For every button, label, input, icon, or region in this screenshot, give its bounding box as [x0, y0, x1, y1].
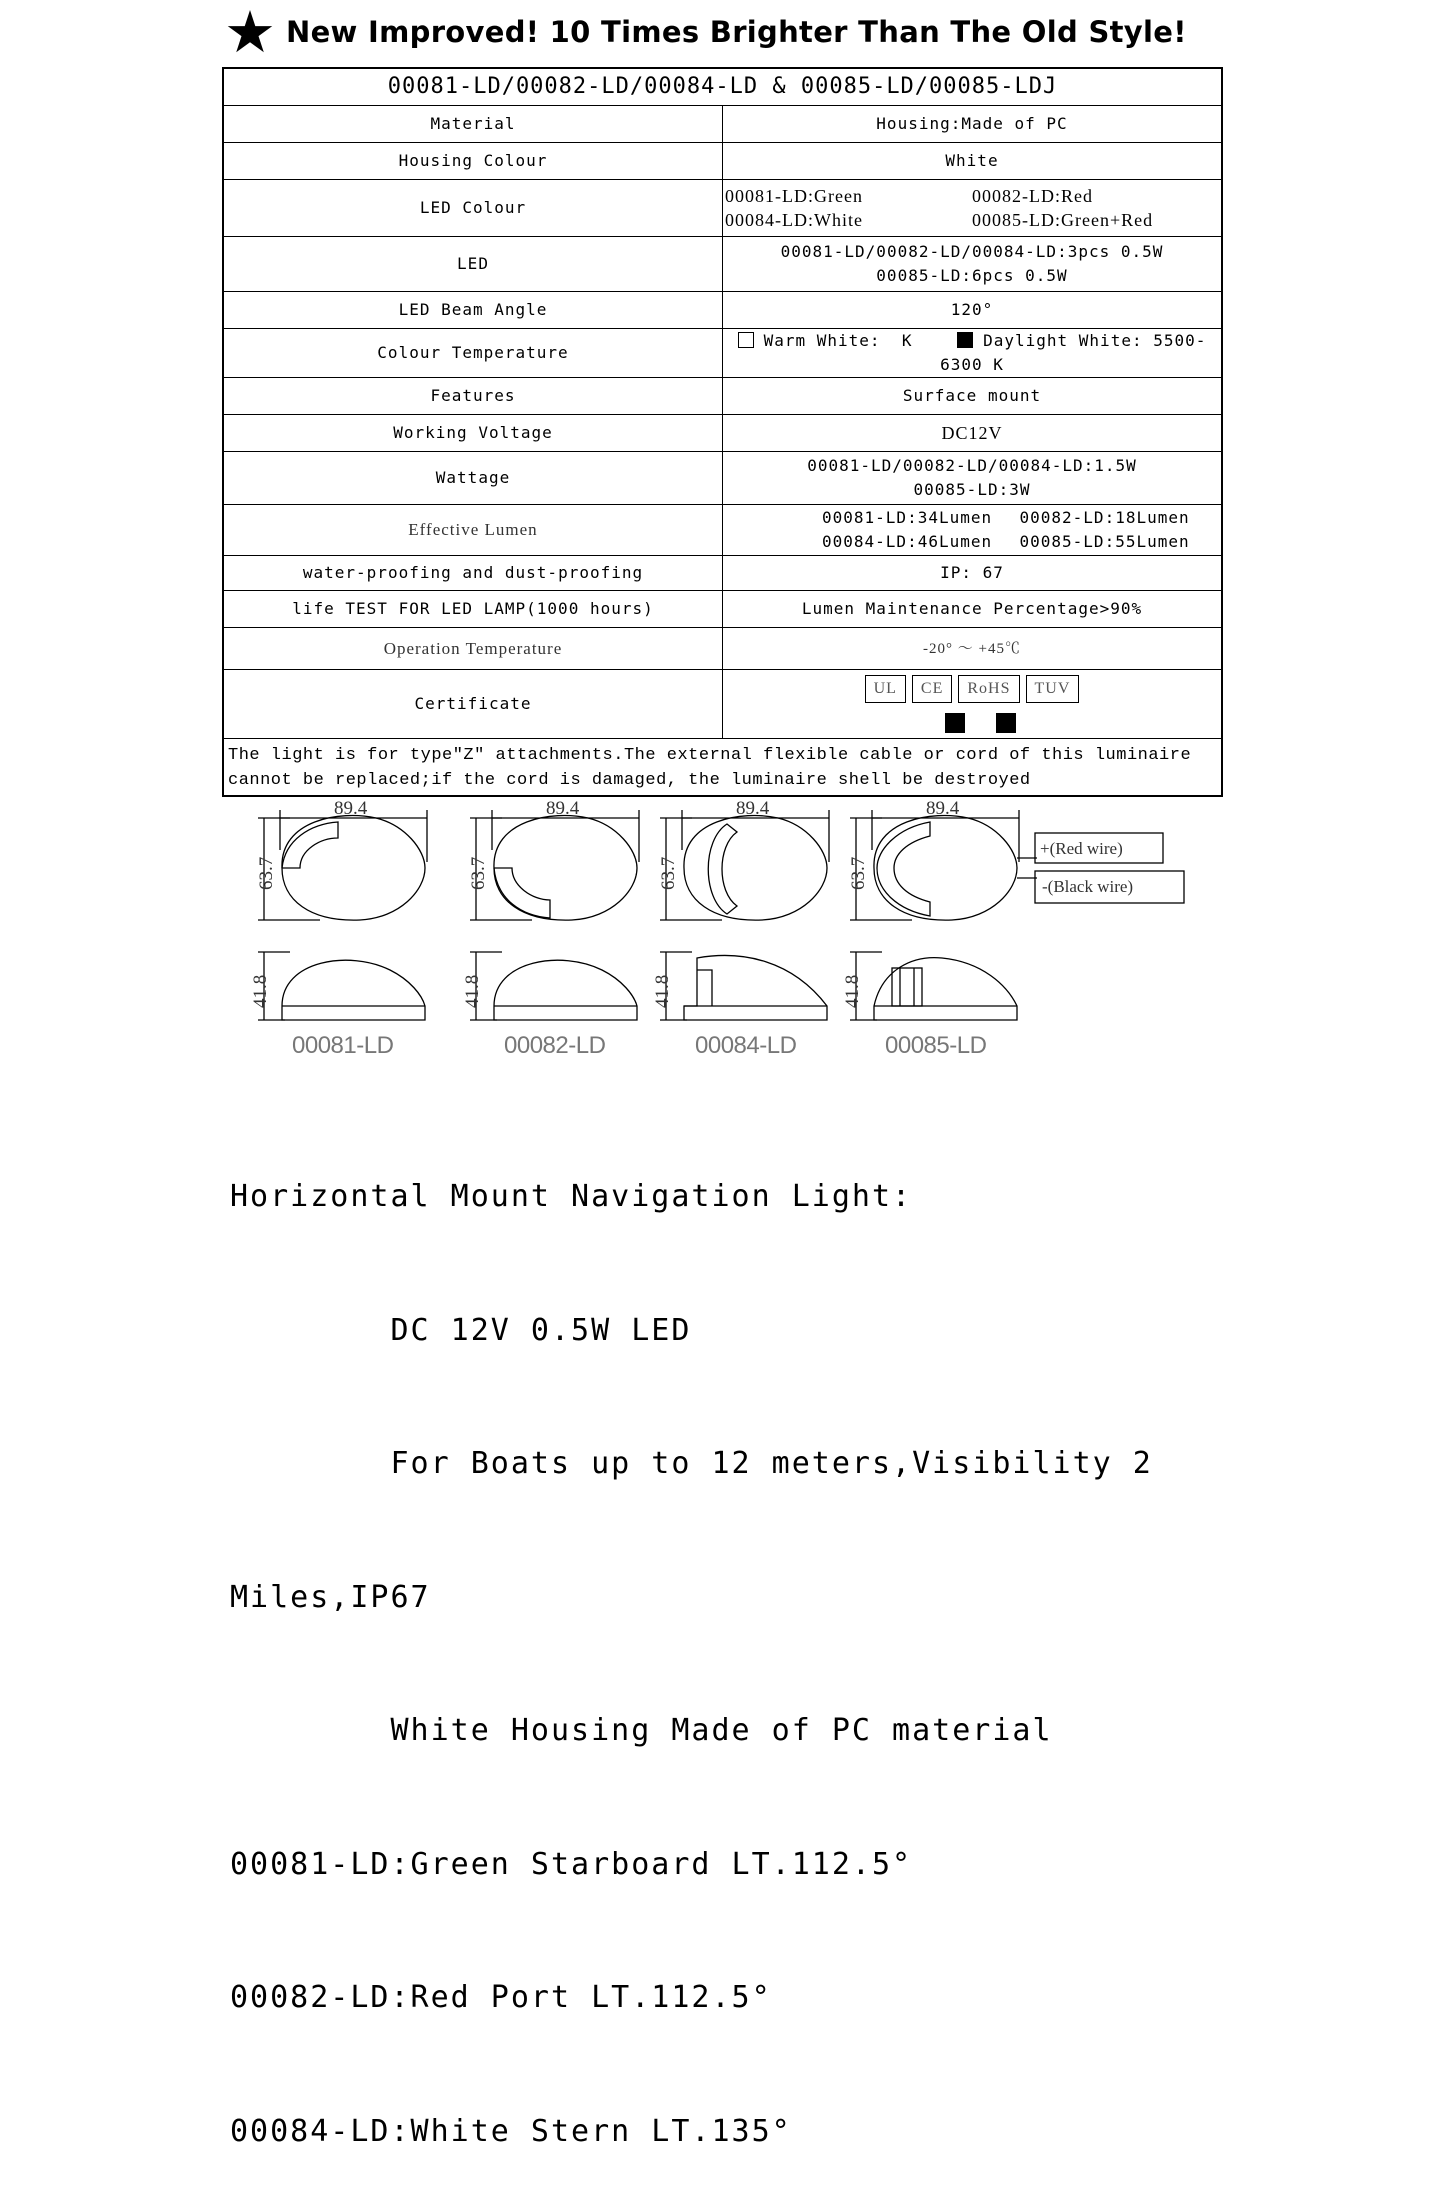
table-row	[223, 329, 1222, 378]
row-label: life TEST FOR LED LAMP(1000 hours)	[223, 591, 723, 628]
height-dim-1: 41.8	[250, 974, 271, 1008]
row-label: water-proofing and dust-proofing	[223, 556, 723, 591]
side-view-00082	[470, 952, 637, 1020]
spec-title: 00081-LD/00082-LD/00084-LD & 00085-LD/00085-LDJ	[223, 68, 1222, 106]
model-label-00081: 00081-LD	[292, 1032, 394, 1059]
model-label-00082: 00082-LD	[504, 1032, 606, 1059]
description-line: DC 12V 0.5W LED	[230, 1312, 692, 1348]
led-line: 00085-LD:6pcs 0.5W	[876, 266, 1068, 285]
headline	[224, 0, 1187, 66]
row-label: LED Colour	[223, 180, 723, 237]
table-row	[223, 68, 1222, 106]
warm-white-checkbox	[738, 332, 754, 348]
daylight-white-checkbox	[957, 332, 973, 348]
table-row	[223, 106, 1222, 143]
table-row	[223, 143, 1222, 180]
row-value: IP: 67	[723, 556, 1223, 591]
lumen-item: 00085-LD:55Lumen	[1019, 532, 1190, 551]
table-row	[223, 739, 1222, 797]
wattage-line: 00081-LD/00082-LD/00084-LD:1.5W	[807, 456, 1137, 475]
description-line: 00082-LD:Red Port LT.112.5°	[230, 1980, 772, 2015]
row-value	[723, 505, 1223, 556]
row-label: Wattage	[223, 452, 723, 505]
table-row	[223, 591, 1222, 628]
row-label: LED	[223, 237, 723, 292]
model-label-00084: 00084-LD	[695, 1032, 797, 1059]
red-wire-label: +(Red wire)	[1040, 839, 1123, 858]
table-row	[223, 556, 1222, 591]
row-label: Housing Colour	[223, 143, 723, 180]
top-view-00082	[470, 810, 639, 920]
width-dim-2: 89.4	[546, 798, 580, 819]
row-value: 120°	[723, 292, 1223, 329]
row-value: White	[723, 143, 1223, 180]
height-dim-4: 41.8	[842, 974, 863, 1008]
table-row	[223, 378, 1222, 415]
table-row	[223, 180, 1222, 237]
rohs-mark: RoHS	[958, 675, 1019, 703]
rohs-selected-square	[996, 713, 1016, 733]
headline-text: New Improved! 10 Times Brighter Than The Old Style!	[286, 15, 1187, 49]
row-value	[723, 237, 1223, 292]
table-row	[223, 415, 1222, 452]
row-value	[723, 670, 1223, 739]
length-dim-4: 63.7	[848, 856, 869, 890]
model-label-00085: 00085-LD	[885, 1032, 987, 1059]
description-line: Horizontal Mount Navigation Light:	[230, 1179, 913, 1214]
side-view-00085	[850, 952, 1017, 1020]
table-row	[223, 670, 1222, 739]
row-value	[723, 180, 1223, 237]
table-row	[223, 237, 1222, 292]
lumen-item: 00081-LD:34Lumen	[822, 508, 993, 527]
row-label: Operation Temperature	[223, 628, 723, 670]
row-value: Housing:Made of PC	[723, 106, 1223, 143]
table-row	[223, 505, 1222, 556]
table-row	[223, 452, 1222, 505]
daylight-white-label: Daylight White: 5500-6300 K	[940, 331, 1207, 374]
row-value: DC12V	[723, 415, 1223, 452]
black-wire-label: -(Black wire)	[1042, 877, 1134, 896]
top-view-00081	[258, 810, 427, 920]
length-dim-1: 63.7	[256, 856, 277, 890]
row-label: Working Voltage	[223, 415, 723, 452]
length-dim-2: 63.7	[468, 856, 489, 890]
row-label: Material	[223, 106, 723, 143]
wattage-line: 00085-LD:3W	[913, 480, 1031, 499]
top-view-00085	[850, 810, 1037, 920]
row-label: LED Beam Angle	[223, 292, 723, 329]
spec-table	[222, 67, 1223, 797]
length-dim-3: 63.7	[658, 856, 679, 890]
lumen-item: 00082-LD:18Lumen	[1019, 508, 1190, 527]
drawings-svg	[222, 790, 1202, 1070]
width-dim-3: 89.4	[736, 798, 770, 819]
ce-mark: CE	[912, 675, 952, 703]
tuv-mark: TUV	[1026, 675, 1080, 703]
description-line: For Boats up to 12 meters,Visibility 2	[230, 1446, 1153, 1481]
led-colour-item: 00084-LD:White	[725, 210, 863, 230]
ce-selected-square	[945, 713, 965, 733]
row-value: Lumen Maintenance Percentage>90%	[723, 591, 1223, 628]
ul-mark: UL	[865, 675, 906, 703]
row-value: Surface mount	[723, 378, 1223, 415]
certificate-marks	[727, 675, 1217, 703]
technical-drawings	[222, 790, 1202, 1075]
note-line: The light is for type"Z" attachments.The external flexible cable or cord of this luminaire	[228, 746, 1192, 765]
row-label: Certificate	[223, 670, 723, 739]
led-colour-item: 00081-LD:Green	[725, 186, 863, 206]
width-dim-4: 89.4	[926, 798, 960, 819]
note-line: cannot be replaced;if the cord is damaged, the luminaire shell be destroyed	[228, 771, 1031, 790]
description-line: 00084-LD:White Stern LT.135°	[230, 2113, 792, 2149]
description-line: 00081-LD:Green Starboard LT.112.5°	[230, 1846, 913, 1882]
led-colour-item: 00082-LD:Red	[972, 186, 1093, 206]
lumen-item: 00084-LD:46Lumen	[822, 532, 993, 551]
row-value	[723, 452, 1223, 505]
star-icon: ★	[224, 0, 276, 66]
height-dim-3: 41.8	[652, 974, 673, 1008]
height-dim-2: 41.8	[462, 974, 483, 1008]
product-description	[230, 1086, 1153, 2199]
warm-white-label: Warm White: K	[763, 331, 913, 350]
row-label: Colour Temperature	[223, 329, 723, 378]
width-dim-1: 89.4	[334, 798, 368, 819]
led-colour-item: 00085-LD:Green+Red	[972, 210, 1154, 230]
top-view-00084	[660, 810, 829, 920]
side-view-00084	[660, 952, 827, 1020]
description-line: White Housing Made of PC material	[230, 1713, 1053, 1748]
table-row	[223, 292, 1222, 329]
description-line: Miles,IP67	[230, 1579, 431, 1615]
side-view-00081	[258, 952, 425, 1020]
led-line: 00081-LD/00082-LD/00084-LD:3pcs 0.5W	[780, 242, 1164, 261]
note	[223, 739, 1222, 797]
row-label: Effective Lumen	[223, 505, 723, 556]
row-label: Features	[223, 378, 723, 415]
row-value: -20° ～ +45℃	[723, 628, 1223, 670]
table-row	[223, 628, 1222, 670]
row-value	[723, 329, 1223, 378]
